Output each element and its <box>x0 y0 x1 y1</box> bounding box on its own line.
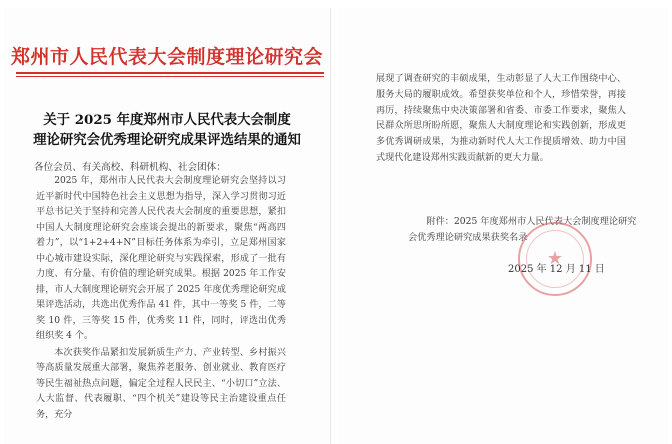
body-text-left <box>36 174 286 424</box>
notice-title-line: 关于 2025 年度郑州市人民代表大会制度 <box>43 112 291 128</box>
header-rule-thick <box>16 72 324 74</box>
notice-title-line: 理论研究会优秀理论研究成果评选结果的通知 <box>33 132 301 148</box>
attachment-label: 附件： <box>426 216 454 227</box>
body-paragraph: 2025 年，郑州市人民代表大会制度理论研究会坚持以习近平新时代中国特色社会主义思想为指导，深入学习贯彻习近平总书记关于坚持和完善人民代表大会制度的重要思想，紧扣中国人大制度理论研究会座谈会提出的新要求，聚焦“两高四着力”，以“1+2+4+N”目标任务体系为牵引，立足郑州国家中心城市建设实际，深化理论研究与实践探索，形成了一批有力度、有分量、有价值的理论研究成果。根据 2025 年工作安排，市人大制度理论研究会开展了 2025 年度优秀理论研究成果评选活动，共选出优秀作品 41 件，其中一等奖 5 件，二等奖 10 件，三等奖 15 件，优秀奖 11 件，同时，评选出优秀组织奖 4 个。 <box>36 176 286 341</box>
notice-title <box>12 110 322 150</box>
attachment-text: 2025 年度郑州市人民代表大会制度理论研究会优秀理论研究成果获奖名录 <box>408 216 637 243</box>
body-text-right: 展现了调查研究的丰硕成果，生动彰显了人大工作围绕中心、服务大局的履职成效。希望获奖单位和个人，珍惜荣誉，再接再厉，持续聚焦中央决策部署和省委、市委工作要求，聚焦人民群众所思所盼所愿，聚焦人大制度理论和实践创新，形成更多优秀调研成果，为推动新时代人大工作提质增效、助力中国式现代化建设郑州实践贡献新的更大力量。 <box>376 74 626 163</box>
document-page-right <box>338 8 668 444</box>
salutation: 各位会员、有关高校、科研机构、社会团体： <box>34 162 226 173</box>
organization-header: 郑州市人民代表大会制度理论研究会 <box>10 46 323 68</box>
document-page-left <box>4 8 331 444</box>
seal-star-icon: ★ <box>546 248 564 269</box>
official-seal <box>518 222 592 296</box>
body-paragraph: 本次获奖作品紧扣发展新质生产力、产业转型、乡村振兴等高质量发展重大部署，聚焦养老服务、创业就业、教育医疗等民生福祉热点问题，偏定全过程人民民主、“小切口”立法、人大监督、代表履职、“四个机关”建设等民主治建设重点任务，充分 <box>36 347 286 420</box>
header-rule-thin <box>16 76 324 77</box>
issue-date: 2025 年 12 月 11 日 <box>508 264 605 275</box>
